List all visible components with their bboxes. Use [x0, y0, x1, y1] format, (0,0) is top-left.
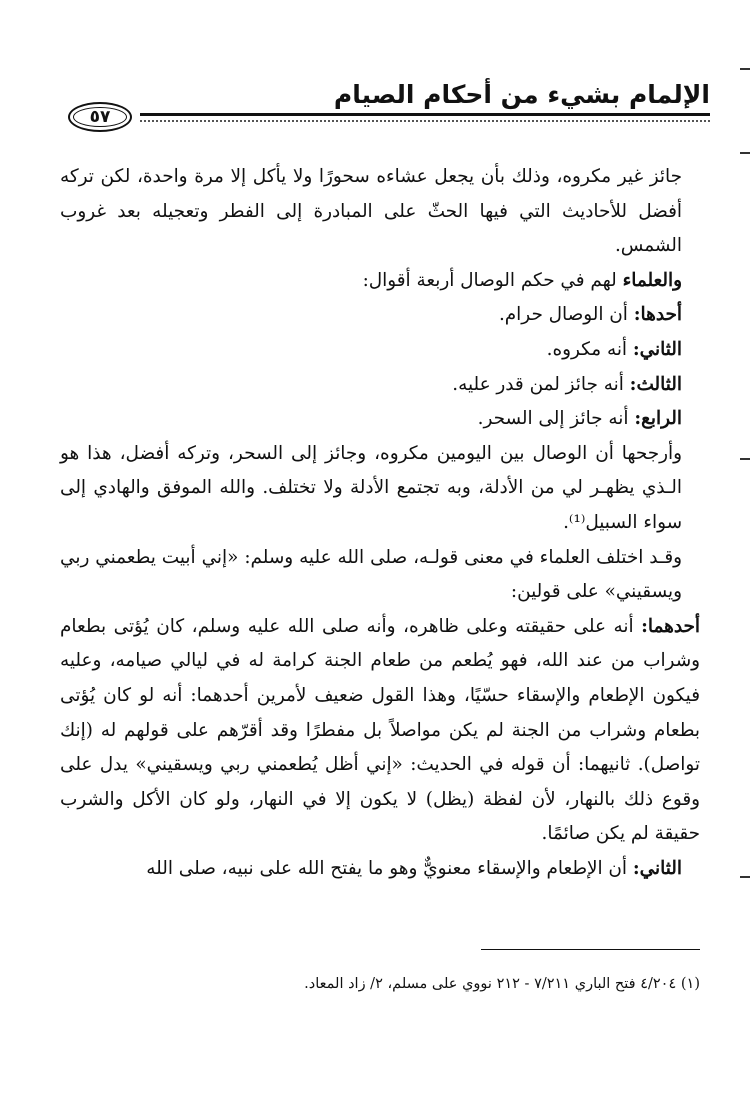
paragraph [60, 541, 700, 610]
page-number: ٥٧ [68, 102, 132, 132]
paragraph-text: أن الوصال حرام. [498, 304, 634, 326]
paragraph-label: الثاني: [632, 338, 682, 360]
paragraph-label: أحدها: [633, 304, 682, 326]
paragraph [60, 437, 700, 541]
paragraph-text: لهم في حكم الوصال أربعة أقوال: [362, 269, 623, 291]
paragraph-text: أن الإطعام والإسقاء معنويٌّ وهو ما يفتح الله على نبيه، صلى الله [146, 857, 633, 879]
paragraph-text: جائز غير مكروه، وذلك بأن يجعل عشاءه سحورًا ولا يأكل إلا مرة واحدة، لكن تركه أفضل للأحاديث التي فيها الحثّ على المبادرة إلى الفطر وتعجيله بعد غروب الشمس. [60, 166, 682, 257]
header-dotted-rule [140, 120, 710, 122]
footnote: (١) ٤/٢٠٤ فتح الباري ٧/٢١١ - ٢١٢ نووي على مسلم، ٢/ زاد المعاد. [304, 976, 700, 992]
paragraph-label: والعلماء [622, 269, 682, 291]
footnote-rule [481, 949, 700, 950]
paragraph-text: أنه جائز إلى السحر. [477, 408, 635, 430]
header-title: الإلمام بشيء من أحكام الصيام [333, 80, 710, 109]
paragraph [60, 264, 700, 299]
margin-mark [740, 152, 750, 154]
header-rule [140, 113, 710, 116]
paragraph-text: أنه مكروه. [546, 338, 633, 360]
paragraph-label: الرابع: [634, 408, 682, 430]
paragraph [60, 298, 700, 333]
paragraph [60, 852, 700, 887]
paragraph-label: أحدهما: [641, 615, 700, 637]
margin-mark [740, 876, 750, 878]
paragraph [60, 610, 700, 852]
paragraph-label: الثالث: [629, 373, 682, 395]
body-text [60, 160, 700, 886]
paragraph-text: وأرجحها أن الوصال بين اليومين مكروه، وجائز إلى السحر، وتركه أفضل، هذا هو الـذي يظهـر لي من الأدلة، وبه تجتمع الأدلة ولا تختلف. والله الموفق والهادي إلى سواء السبيل⁽¹⁾. [60, 442, 682, 533]
running-header [68, 80, 710, 128]
paragraph [60, 160, 700, 264]
paragraph [60, 333, 700, 368]
paragraph [60, 368, 700, 403]
paragraph-text: أنه على حقيقته وعلى ظاهره، وأنه صلى الله عليه وسلم، كان يُؤتى بطعام وشراب من عند الله، فهو يُطعم من طعام الجنة كرامة له في ليالي صيامه، وعليه فيكون الإطعام والإسقاء حسّيًا، وهذا القول ضعيف لأمرين أحدهما: أنه لو كان يُؤتى بطعام وشراب من الجنة لم يكن مواصلاً بل مفطرًا وقد أقرّهم على قولهم له (إنك تواصل). ثانيهما: أن قوله في الحديث: «إني أظل يُطعمني ربي ويسقيني» يدل على وقوع ذلك بالنهار، لأن لفظة (يظل) لا يكون إلا في النهار، ولو كان الأكل والشرب حقيقة لم يكن صائمًا. [60, 615, 700, 845]
margin-mark [740, 68, 750, 70]
paragraph [60, 402, 700, 437]
paragraph-text: وقـد اختلف العلماء في معنى قولـه، صلى الله عليه وسلم: «إني أبيت يطعمني ربي ويسقيني» على قولين: [60, 546, 682, 603]
margin-mark [740, 458, 750, 460]
paragraph-text: أنه جائز لمن قدر عليه. [452, 373, 630, 395]
paragraph-label: الثاني: [632, 857, 682, 879]
